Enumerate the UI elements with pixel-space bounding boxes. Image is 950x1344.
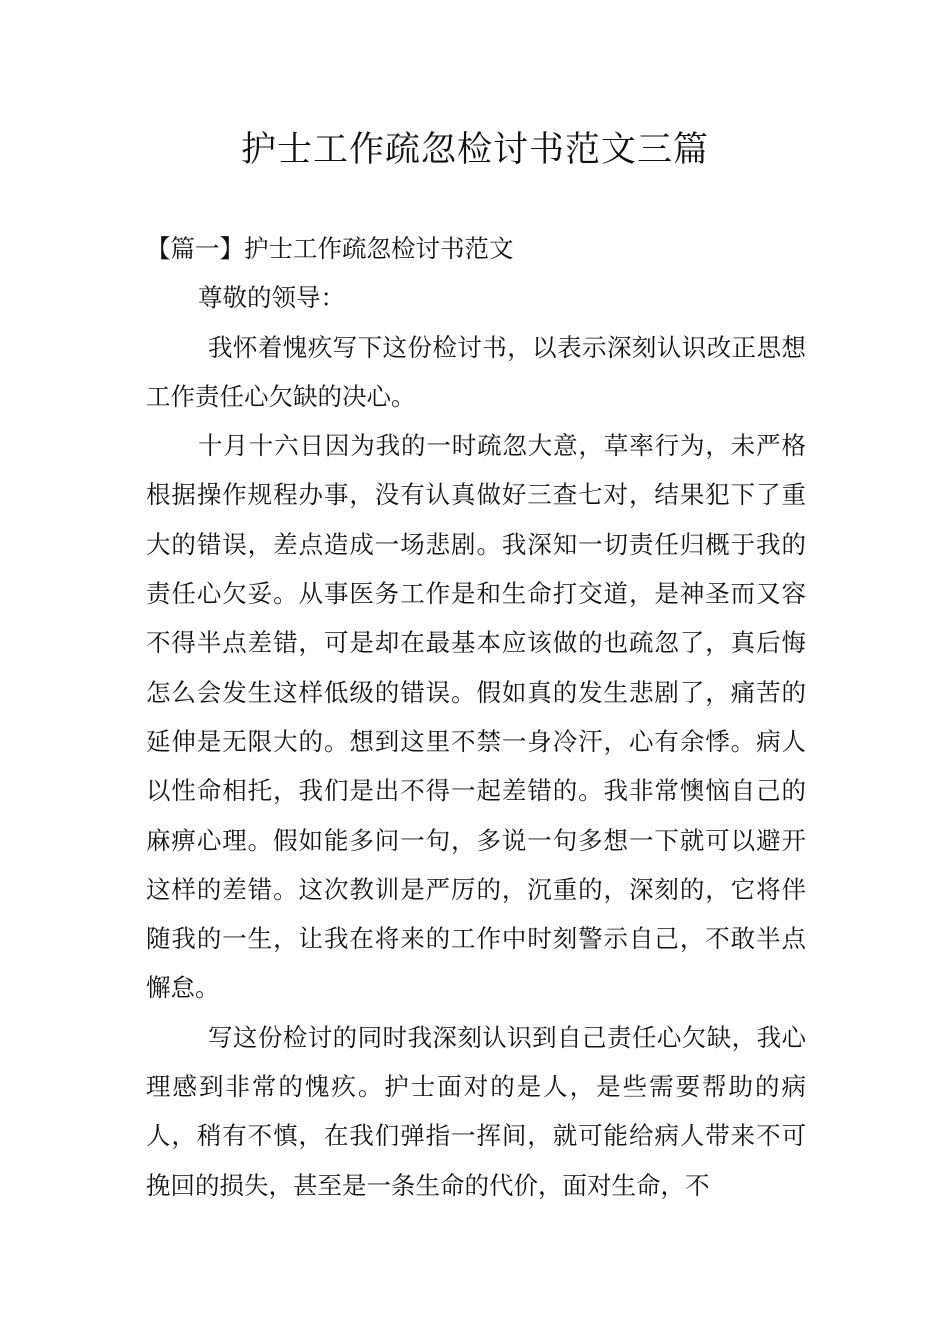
salutation: 尊敬的领导：: [198, 283, 345, 313]
section-heading: 【篇一】护士工作疏忽检讨书范文: [146, 234, 514, 263]
paragraph-3: 写这份检讨的同时我深刻认识到自己责任心欠缺，我心理感到非常的愧疚。护士面对的是人，是些需要帮助的病人，稍有不慎，在我们弹指一挥间，就可能给病人带来不可挽回的损失，甚至是一条生命的代价，面对生命，不: [146, 1022, 806, 1200]
paragraph-2: 十月十六日因为我的一时疏忽大意，草率行为，未严格根据操作规程办事，没有认真做好三查七对，结果犯下了重大的错误，差点造成一场悲剧。我深知一切责任归概于我的责任心欠妥。从事医务工作是和生命打交道，是神圣而又容不得半点差错，可是却在最基本应该做的也疏忽了，真后悔怎么会发生这样低级的错误。假如真的发生悲剧了，痛苦的延伸是无限大的。想到这里不禁一身冷汗，心有余悸。病人以性命相托，我们是出不得一起差错的。我非常懊恼自己的麻痹心理。假如能多问一句，多说一句多想一下就可以避开这样的差错。这次教训是严厉的，沉重的，深刻的，它将伴随我的一生，让我在将来的工作中时刻警示自己，不敢半点懈怠。: [146, 431, 806, 1003]
document-body: [146, 224, 806, 1210]
paragraph-1: 我怀着愧疚写下这份检讨书，以表示深刻认识改正思想工作责任心欠缺的决心。: [146, 332, 806, 411]
document-title: 护士工作疏忽检讨书范文三篇: [240, 130, 709, 170]
